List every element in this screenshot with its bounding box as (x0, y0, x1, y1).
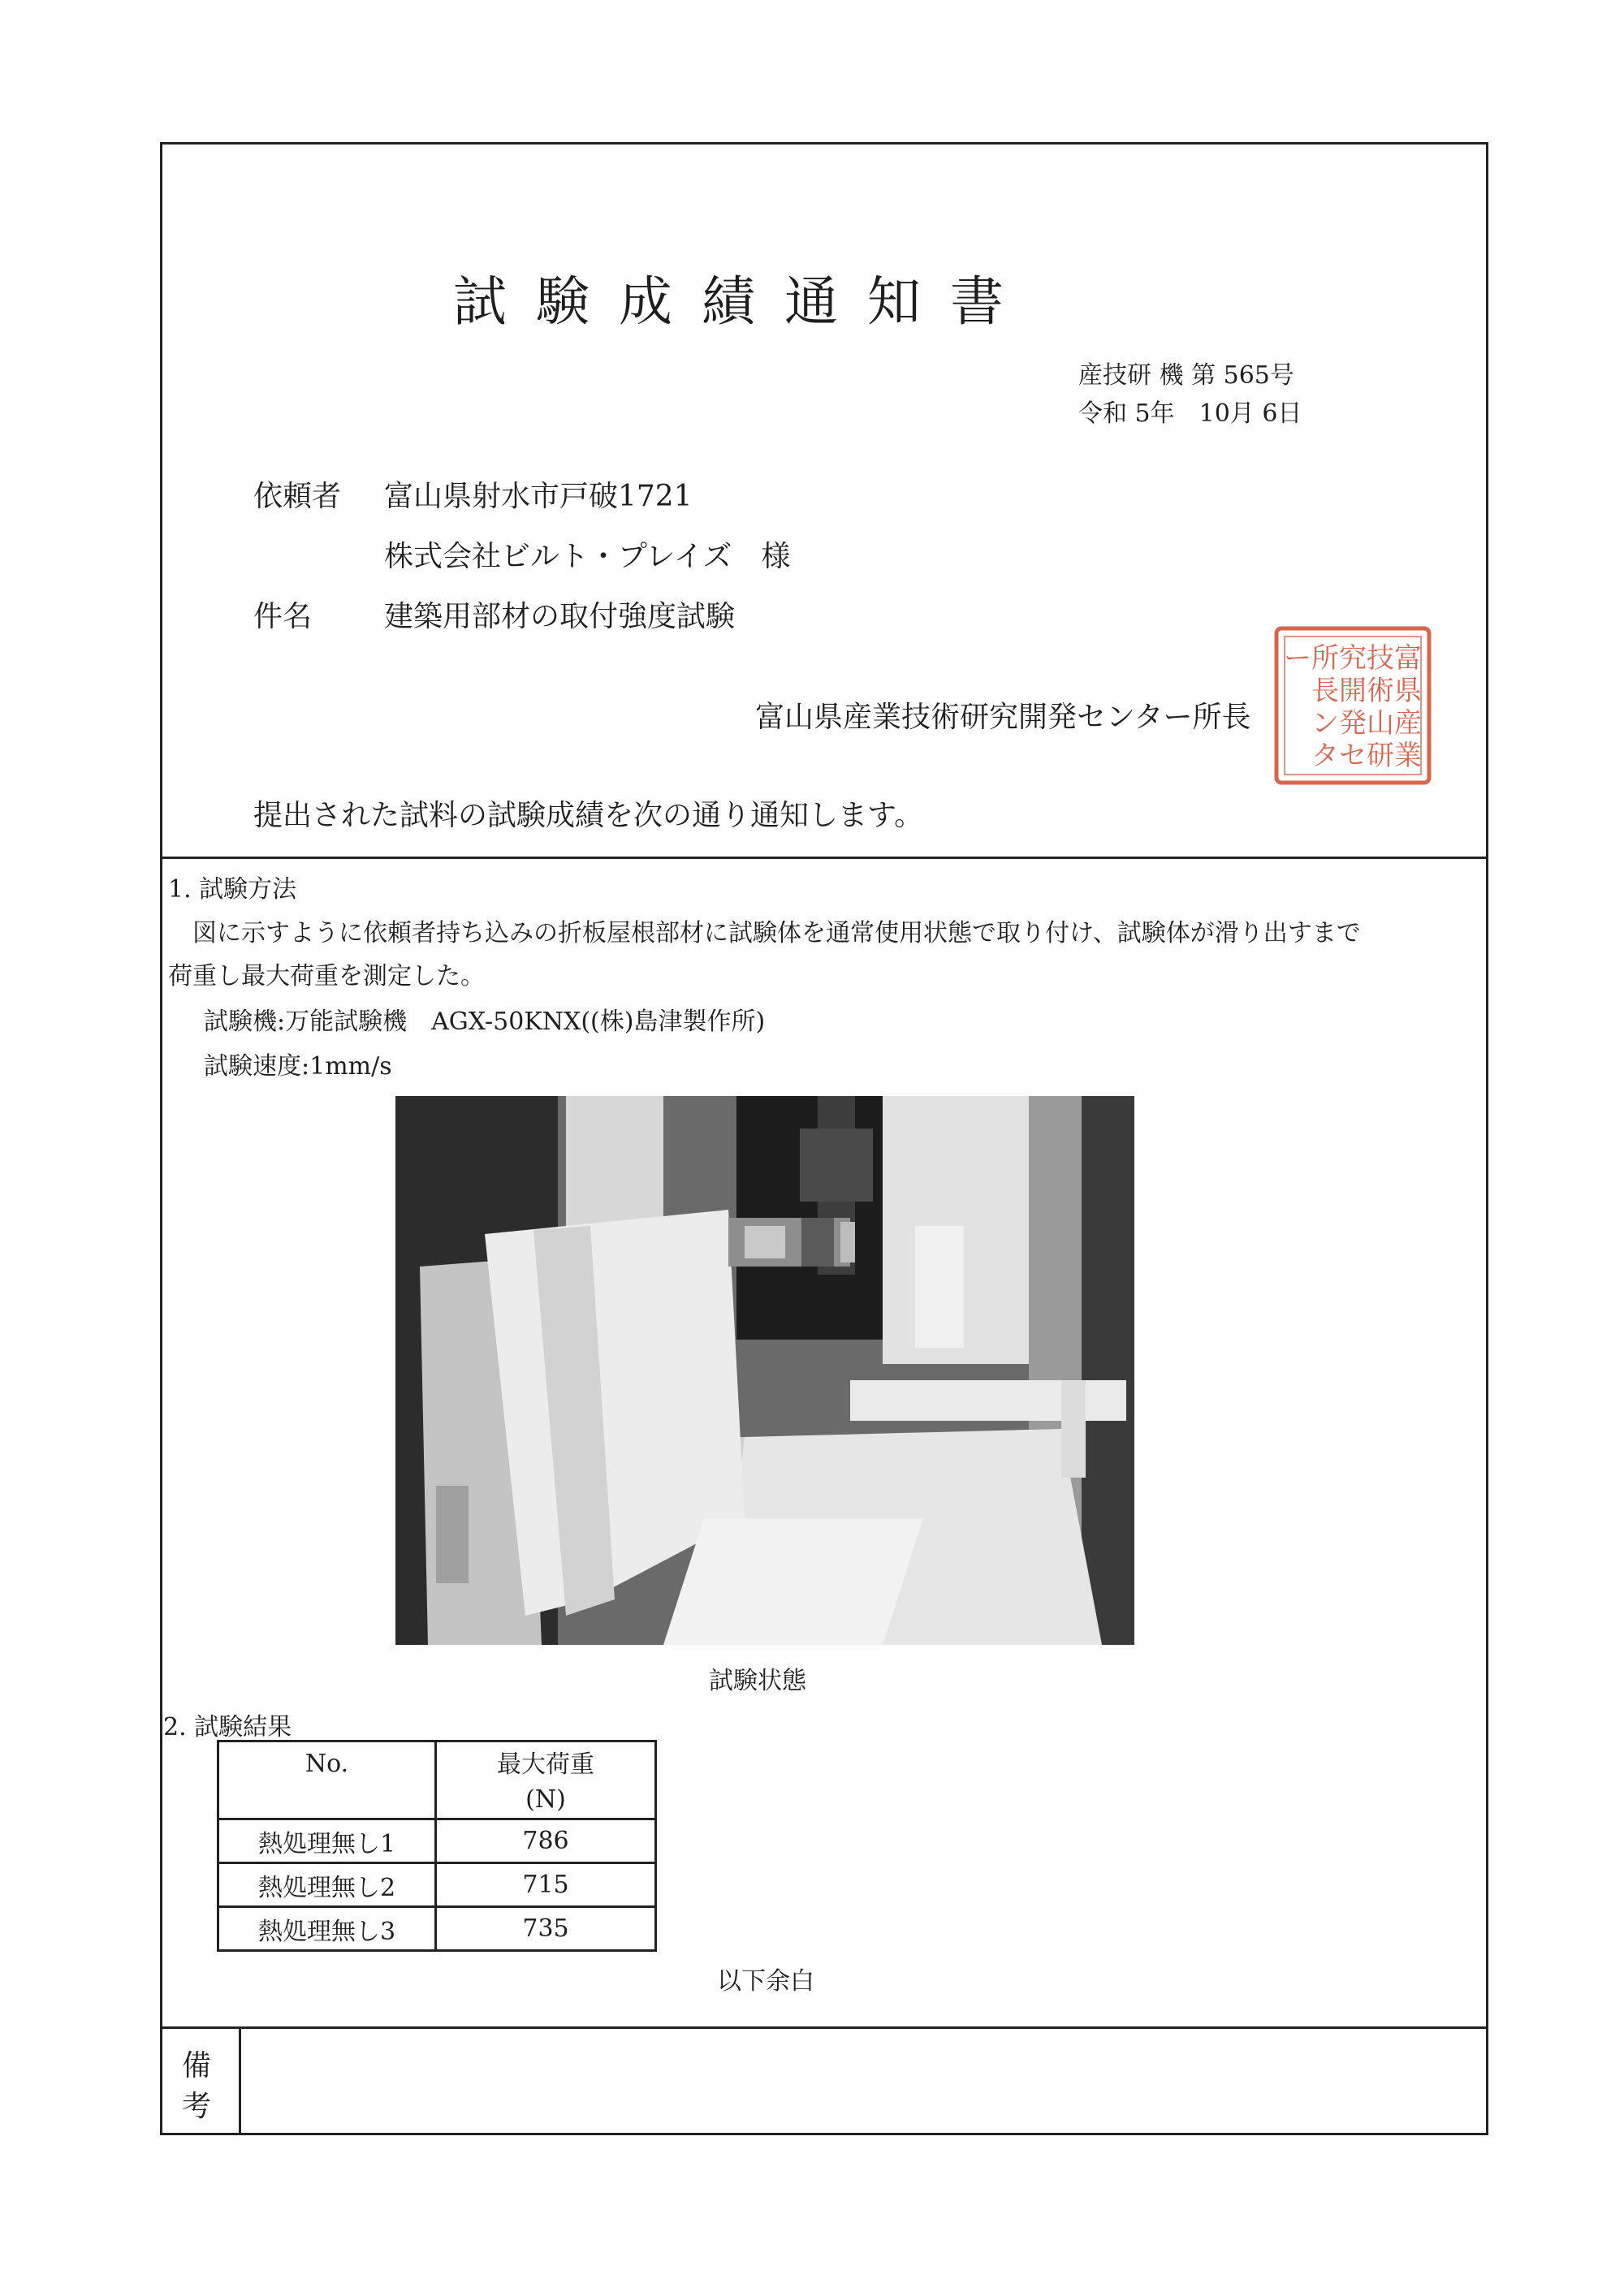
requester-label: 依頼者 (253, 480, 342, 513)
header-divider (160, 857, 1488, 859)
table-header-no: No. (304, 1749, 349, 1778)
seal-glyph: 富 (1394, 642, 1422, 675)
issuer-name: 富山県産業技術研究開発センター所長 (755, 701, 1251, 734)
seal-glyph: ン (1311, 707, 1339, 740)
official-seal (1273, 625, 1432, 786)
seal-glyph: 山 (1367, 707, 1394, 740)
test-setup-photo (395, 1096, 1134, 1645)
table-row-value: 735 (522, 1914, 569, 1943)
table-header-unit: (N) (525, 1785, 566, 1814)
subject-text: 建築用部材の取付強度試験 (384, 600, 736, 633)
seal-glyph: 県 (1394, 675, 1422, 707)
test-speed: 試験速度:1mm/s (204, 1052, 392, 1081)
table-row-label: 熱処理無し1 (257, 1829, 396, 1858)
subject-label: 件名 (253, 600, 313, 633)
seal-glyph: 長 (1311, 675, 1339, 707)
table-header-max-load: 最大荷重 (497, 1750, 594, 1779)
seal-glyph: 究 (1339, 642, 1367, 675)
end-note: 以下余白 (717, 1967, 814, 1996)
table-row-value: 715 (522, 1871, 569, 1899)
results-heading: 2. 試験結果 (163, 1713, 292, 1741)
seal-glyph: 術 (1367, 675, 1394, 707)
reference-number: 産技研 機 第 565号 (1078, 361, 1294, 390)
table-row-label: 熱処理無し2 (257, 1873, 396, 1902)
method-description-line2: 荷重し最大荷重を測定した。 (168, 962, 485, 990)
seal-glyph: セ (1339, 740, 1367, 772)
seal-glyph: 所 (1311, 642, 1339, 675)
remarks-label-line2: 考 (182, 2090, 212, 2123)
seal-glyph: 研 (1367, 740, 1394, 772)
requester-name: 株式会社ビルト・プレイズ 様 (384, 540, 791, 573)
seal-glyph: 技 (1367, 642, 1394, 675)
intro-text: 提出された試料の試験成績を次の通り通知します。 (253, 799, 924, 832)
seal-glyph: タ (1311, 740, 1339, 772)
seal-glyph: 産 (1394, 707, 1422, 740)
requester-address: 富山県射水市戸破1721 (384, 480, 693, 513)
method-description-line1: 図に示すように依頼者持ち込みの折板屋根部材に試験体を通常使用状態で取り付け、試験体が滑り出すまで (192, 919, 1361, 947)
document-title: 試験成績通知書 (453, 270, 1033, 333)
photo-caption: 試験状態 (709, 1667, 806, 1695)
table-row-label: 熱処理無し3 (257, 1917, 396, 1946)
seal-glyph: ー (1284, 642, 1311, 675)
seal-glyph: 開 (1339, 675, 1367, 707)
seal-glyph: 発 (1339, 707, 1367, 740)
remarks-label-divider (239, 2026, 241, 2135)
remarks-label-line1: 備 (182, 2049, 212, 2082)
table-row-value: 786 (522, 1827, 569, 1855)
method-heading: 1. 試験方法 (168, 875, 297, 904)
remarks-divider (160, 2026, 1488, 2029)
test-machine: 試験機:万能試験機 AGX-50KNX((株)島津製作所) (204, 1008, 766, 1036)
seal-glyph: 業 (1394, 740, 1422, 772)
issue-date: 令和 5年 10月 6日 (1078, 399, 1302, 428)
